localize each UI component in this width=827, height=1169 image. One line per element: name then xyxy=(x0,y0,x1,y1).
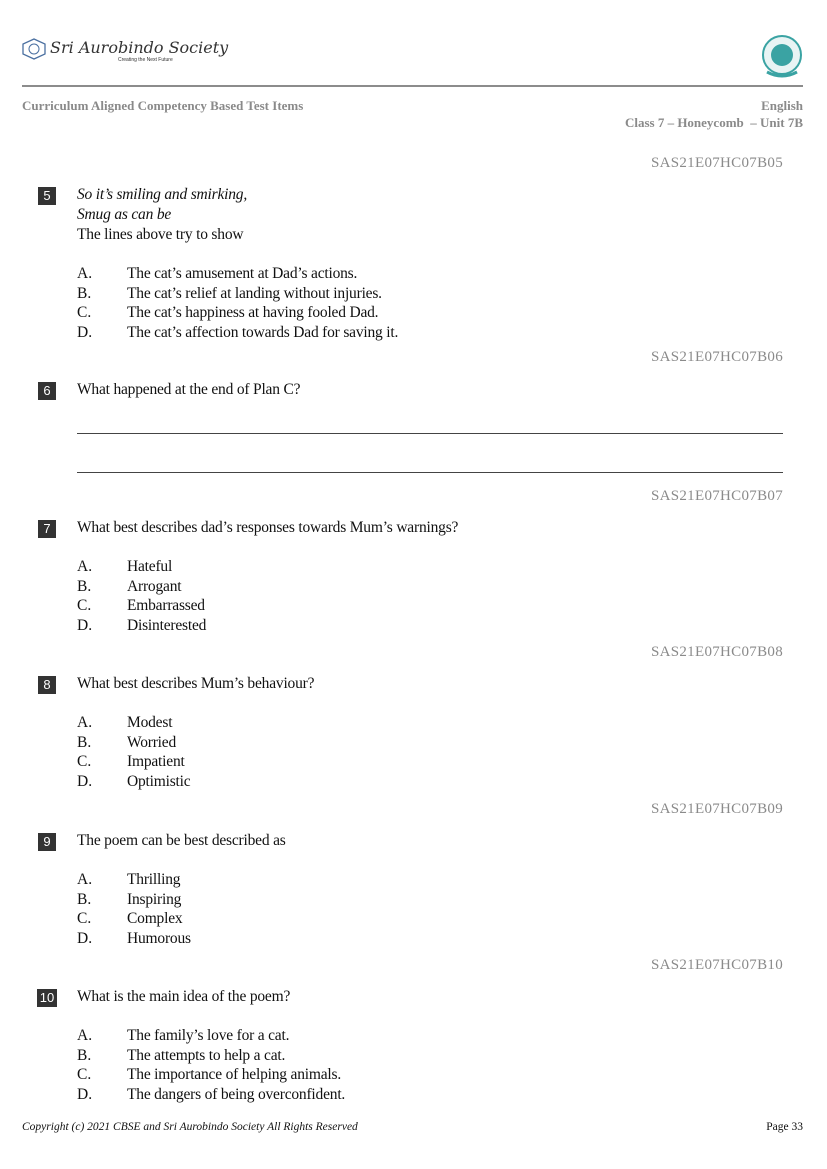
header-left-title: Curriculum Aligned Competency Based Test Items xyxy=(22,98,304,113)
option-letter: A. xyxy=(77,871,93,888)
question-text: What happened at the end of Plan C? xyxy=(77,381,301,398)
question-text: So it’s smiling and smirking, xyxy=(77,186,248,203)
answer-line[interactable] xyxy=(77,433,783,434)
option-text[interactable]: Complex xyxy=(127,910,183,928)
option-text[interactable]: The importance of helping animals. xyxy=(127,1066,342,1084)
question-number: 9 xyxy=(38,833,56,851)
option-letter: C. xyxy=(77,1066,92,1084)
option-letter: B. xyxy=(77,284,92,302)
question-id: SAS21E07HC07B07 xyxy=(650,488,783,504)
question-number: 10 xyxy=(37,989,57,1007)
header-class-unit: Class 7 – Honeycomb – Unit 7B xyxy=(624,115,803,130)
option-text[interactable]: Optimistic xyxy=(127,772,191,790)
option-letter: D. xyxy=(77,772,93,790)
option-text[interactable]: The attempts to help a cat. xyxy=(127,1046,286,1064)
option-text[interactable]: Modest xyxy=(127,714,173,731)
question-id: SAS21E07HC07B06 xyxy=(650,349,783,365)
question-text: The lines above try to show xyxy=(77,226,244,243)
option-text[interactable]: Embarrassed xyxy=(127,597,205,615)
option-letter: D. xyxy=(77,323,93,341)
option-letter: D. xyxy=(77,616,93,634)
option-text[interactable]: The dangers of being overconfident. xyxy=(127,1085,346,1103)
page-number: Page 33 xyxy=(766,1121,803,1133)
option-letter: A. xyxy=(77,265,93,282)
option-text[interactable]: The cat’s relief at landing without injuries. xyxy=(127,284,382,302)
option-text[interactable]: Disinterested xyxy=(127,616,207,634)
option-letter: D. xyxy=(77,1085,93,1103)
header-divider xyxy=(22,85,803,87)
option-text[interactable]: Humorous xyxy=(127,929,191,947)
option-text[interactable]: Thrilling xyxy=(127,871,181,888)
option-letter: B. xyxy=(77,1046,92,1064)
option-letter: B. xyxy=(77,890,92,908)
option-text[interactable]: The cat’s happiness at having fooled Dad. xyxy=(127,304,379,322)
question-text: What best describes dad’s responses towards Mum’s warnings? xyxy=(77,519,459,536)
question-text: What is the main idea of the poem? xyxy=(77,988,291,1005)
question-id: SAS21E07HC07B09 xyxy=(650,801,783,817)
question-text: Smug as can be xyxy=(77,206,172,223)
question-number: 8 xyxy=(38,676,56,694)
cbse-seal-icon xyxy=(761,34,803,80)
option-text[interactable]: Impatient xyxy=(127,753,185,771)
option-letter: A. xyxy=(77,714,93,731)
option-text[interactable]: Worried xyxy=(127,733,176,751)
answer-line[interactable] xyxy=(77,472,783,473)
logo-text: Sri Aurobindo Society xyxy=(50,38,229,57)
option-text[interactable]: Hateful xyxy=(127,558,173,575)
option-text[interactable]: Inspiring xyxy=(127,890,182,908)
question-number: 7 xyxy=(38,520,56,538)
question-number: 6 xyxy=(38,382,56,400)
question-number: 5 xyxy=(38,187,56,205)
header-subject: English xyxy=(761,98,803,113)
option-letter: B. xyxy=(77,577,92,595)
option-text[interactable]: The cat’s affection towards Dad for saving it. xyxy=(127,323,399,341)
question-text: The poem can be best described as xyxy=(77,832,286,849)
option-letter: C. xyxy=(77,304,92,322)
option-letter: A. xyxy=(77,558,93,575)
question-text: What best describes Mum’s behaviour? xyxy=(77,675,315,692)
question-id: SAS21E07HC07B05 xyxy=(650,155,783,171)
question-id: SAS21E07HC07B08 xyxy=(650,644,783,660)
option-letter: C. xyxy=(77,910,92,928)
globe-icon xyxy=(22,38,46,60)
option-letter: C. xyxy=(77,753,92,771)
question-id: SAS21E07HC07B10 xyxy=(650,957,783,973)
option-letter: B. xyxy=(77,733,92,751)
option-letter: C. xyxy=(77,597,92,615)
option-letter: D. xyxy=(77,929,93,947)
option-text[interactable]: Arrogant xyxy=(127,577,182,595)
option-letter: A. xyxy=(77,1027,93,1044)
logo-tagline: Creating the Next Future xyxy=(118,57,173,63)
option-text[interactable]: The cat’s amusement at Dad’s actions. xyxy=(127,265,358,282)
footer-copyright: Copyright (c) 2021 CBSE and Sri Aurobindo Society All Rights Reserved xyxy=(22,1121,358,1133)
option-text[interactable]: The family’s love for a cat. xyxy=(127,1027,290,1044)
